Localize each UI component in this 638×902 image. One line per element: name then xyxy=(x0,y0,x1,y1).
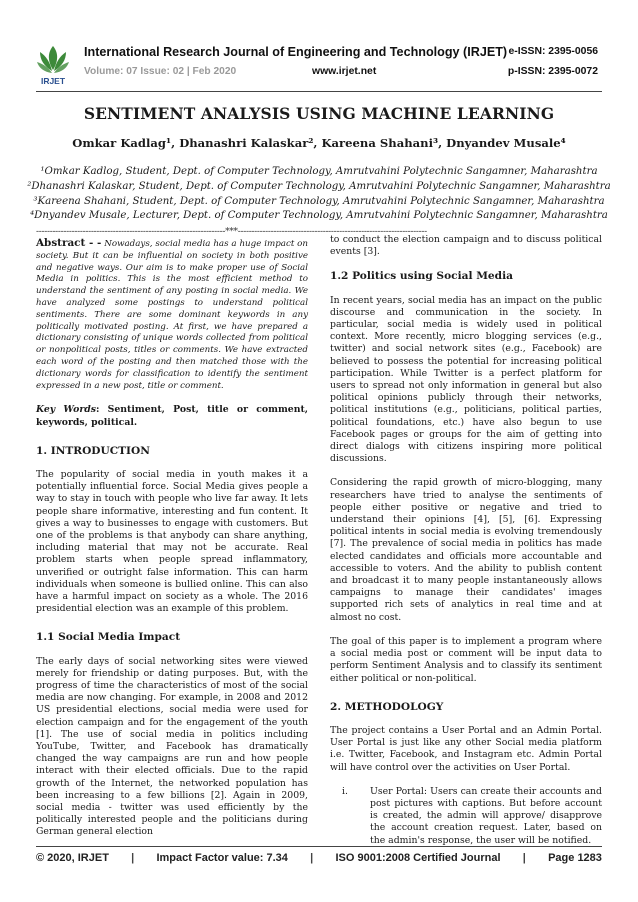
journal-website-link[interactable]: www.irjet.net xyxy=(312,66,377,77)
abstract xyxy=(36,238,308,392)
section-divider: ---------------------------------------------------------------------***--------------------------------------------------------------------- xyxy=(36,227,427,237)
abstract-text: Nowadays, social media has a huge impact on society. But it can be influential on society in both positive and negative ways. Our aim is to make proper use of Social Media in politics. This is the most efficient method to understand the sentiment of any posting in social media. We have analyzed some postings to understand political sentiments. There are some dominant keywords in any politically motivated posting. At first, we have prepared a dictionary consisting of unique words collected from political or nonpolitical posts, titles or comments. We have extracted each word of the posting and then matched those with the dictionary words for classification to identify the sentiment expressed in a new post, title or comment. xyxy=(36,239,309,391)
paragraph-continued: to conduct the election campaign and to discuss political events [3]. xyxy=(330,234,602,258)
keywords-text: : Sentiment, Post, title or comment, keywords, political. xyxy=(36,404,308,428)
page-footer xyxy=(36,852,602,864)
heading-methodology: 2. METHODOLOGY xyxy=(330,700,444,713)
irjet-logo-icon xyxy=(36,44,70,86)
journal-header xyxy=(36,44,602,86)
list-number: i. xyxy=(342,785,348,797)
heading-introduction: 1. INTRODUCTION xyxy=(36,444,150,457)
footer-page-number: Page 1283 xyxy=(548,852,602,864)
affiliation-line: ¹Omkar Kadlog, Student, Dept. of Computer Technology, Amrutvahini Polytechnic Sangamner, Maharashtra xyxy=(40,166,598,177)
paragraph-methodology: The project contains a User Portal and an Admin Portal. User Portal is just like any other Social media platform i.e. Twitter, Facebook, and Instagram etc. Admin Portal will have control over the activities on User Portal. xyxy=(330,724,602,773)
left-column xyxy=(36,238,308,851)
paragraph-goal: The goal of this paper is to implement a program where a social media post or comment will be input data to perform Sentiment Analysis and to classify its sentiment either political or non-political. xyxy=(330,635,602,684)
footer-rule xyxy=(36,846,602,847)
list-item xyxy=(330,786,602,847)
paper-authors: Omkar Kadlag¹, Dhanashri Kalaskar², Kareena Shahani³, Dnyandev Musale⁴ xyxy=(72,136,566,150)
keywords-label: Key Words xyxy=(36,404,96,416)
heading-social-media-impact: 1.1 Social Media Impact xyxy=(36,631,181,644)
keywords xyxy=(36,404,308,428)
footer-impact-factor: Impact Factor value: 7.34 xyxy=(156,852,288,864)
paper-title: SENTIMENT ANALYSIS USING MACHINE LEARNING xyxy=(83,104,555,123)
logo-text: IRJET xyxy=(40,76,66,86)
affiliation-line: ²Dhanashri Kalaskar, Student, Dept. of Computer Technology, Amrutvahini Polytechnic Sangamner, Maharashtra xyxy=(27,180,611,192)
affiliation-line: ³Kareena Shahani, Student, Dept. of Computer Technology, Amrutvahini Polytechnic Sangamner, Maharashtra xyxy=(33,195,605,207)
abstract-label: Abstract - - xyxy=(36,237,102,249)
author-affiliations xyxy=(0,165,638,224)
footer-separator: | xyxy=(310,852,314,864)
footer-copyright: © 2020, IRJET xyxy=(36,852,109,864)
list-text: User Portal: Users can create their accounts and post pictures with captions. But before account is created, the admin will approve/ disapprove the account creation request. Later, based on the admin's response, the user will be notified. xyxy=(370,785,602,846)
affiliation-line: ⁴Dnyandev Musale, Lecturer, Dept. of Computer Technology, Amrutvahini Polytechnic Sangamner, Maharashtra xyxy=(30,210,608,222)
p-issn: p-ISSN: 2395-0072 xyxy=(507,66,598,77)
e-issn: e-ISSN: 2395-0056 xyxy=(508,46,598,57)
paragraph-politics-1: In recent years, social media has an impact on the public discourse and communication in the society. In particular, social media is widely used in political context. More recently, micro blogging services (e.g., twitter) and social network sites (e.g., Facebook) are believed to possess the potential for increasing political participation. While Twitter is a perfect platform for users to spread not only information in general but also political opinions publicly through their networks, political institutions (e.g., politicians, political parties, political foundations, etc.) have also begun to use Facebook pages or groups for the aim of getting into direct dialogs with citizens inspiring more political discussions. xyxy=(330,294,602,465)
header-rule xyxy=(36,91,602,92)
paragraph-social-media-impact: The early days of social networking sites were viewed merely for friendship or dating purposes. But, with the progress of time the characteristics of most of the social media are now changing. For example, in 2008 and 2012 US presidential elections, social media were used for election campaign and for the engagement of the youth [1]. The use of social media in politics including YouTube, Twitter, and Facebook has dramatically changed the way campaigns are run and how people interact with their elected officials. Due to the rapid growth of the Internet, the networked population has been increasing to a few billions [2]. Again in 2009, social media - twitter was used efficiently by the politically interested people and the politicians during German general election xyxy=(36,655,308,838)
heading-politics-social-media: 1.2 Politics using Social Media xyxy=(330,270,513,283)
footer-separator: | xyxy=(522,852,526,864)
right-column xyxy=(330,234,602,847)
paragraph-politics-2: Considering the rapid growth of micro-blogging, many researchers have tried to analyse the sentiments of people either positive or negative and tried to understand their opinions [4], [5], [6]. Expressing political intents in social media is evolving tremendously [7]. The prevalence of social media in politics has made elected candidates and officials more accountable and accessible to voters. And the ability to publish content and broadcast it to many people instantaneously allows campaigns to manage their candidates' images supported rich sets of analytics in real time and at almost no cost. xyxy=(330,477,602,623)
footer-iso: ISO 9001:2008 Certified Journal xyxy=(335,852,501,864)
footer-separator: | xyxy=(131,852,135,864)
volume-issue: Volume: 07 Issue: 02 | Feb 2020 xyxy=(84,66,237,77)
paragraph-introduction: The popularity of social media in youth makes it a potentially influential force. Social Media gives people a way to stay in touch with people who live far away. It lets people share informative, interesting and fun content. It gives a way to businesses to engage with customers. But one of the problems is that anybody can share anything, including material that may not be accurate. Real problem starts when people spread inflammatory, unverified or outright false information. This can harm individuals when someone is bullied online. This can also have a harmful impact on society as a whole. The 2016 presidential election was an example of this problem. xyxy=(36,468,308,615)
journal-title: International Research Journal of Engineering and Technology (IRJET) xyxy=(84,45,508,59)
